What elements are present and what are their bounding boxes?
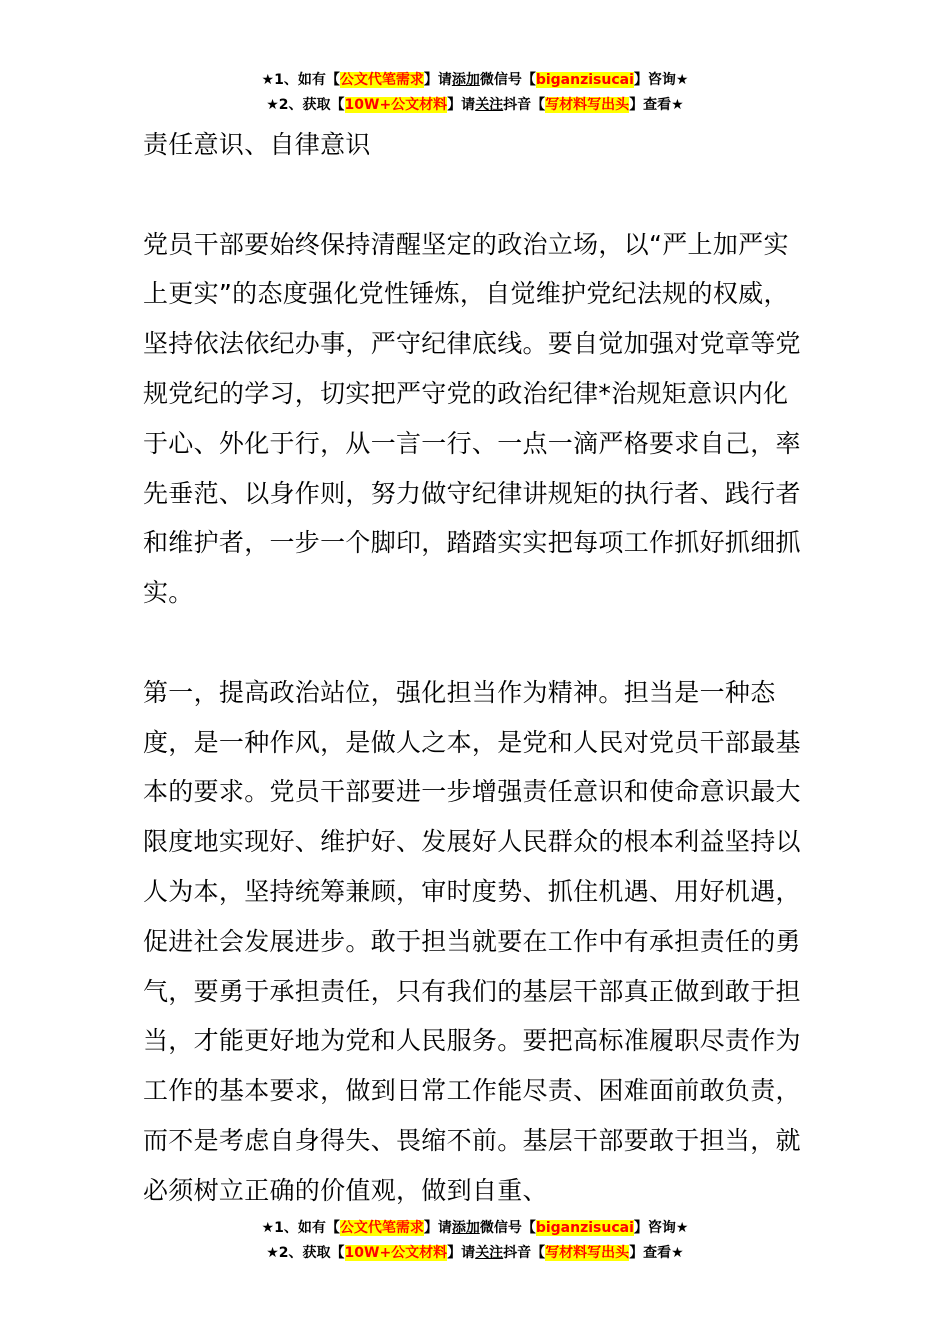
header-banner	[0, 68, 950, 118]
banner-text: ★1、如有【	[261, 1220, 340, 1236]
banner-text: 】查看★	[629, 1245, 684, 1261]
banner-highlight: 10W+公文材料	[344, 97, 448, 113]
banner-highlight: biganzisucai	[535, 1220, 634, 1236]
banner-line-1	[0, 68, 950, 93]
banner-underlined-text: 关注	[475, 1245, 504, 1261]
banner-highlight: 公文代笔需求	[339, 1220, 424, 1236]
banner-text: 】咨询★	[633, 72, 689, 88]
banner-highlight: biganzisucai	[535, 72, 634, 88]
paragraph: 第一，提高政治站位，强化担当作为精神。担当是一种态度，是一种作风，是做人之本，是党和人民对党员干部最基本的要求。党员干部要进一步增强责任意识和使命意识最大限度地实现好、维护好、发展好人民群众的根本利益坚持以人为本，坚持统筹兼顾，审时度势、抓住机遇、用好机遇，促进社会发展进步。敢于担当就要在工作中有承担责任的勇气，要勇于承担责任，只有我们的基层干部真正做到敢于担当，才能更好地为党和人民服务。要把高标准履职尽责作为工作的基本要求，做到日常工作能尽责、困难面前敢负责，而不是考虑自身得失、畏缩不前。基层干部要敢于担当，就必须树立正确的价值观，做到自重、	[143, 677, 801, 1205]
paragraph-heading: 责任意识、自律意识	[143, 130, 371, 159]
banner-text: 抖音【	[503, 1245, 546, 1261]
banner-text: ★2、获取【	[266, 97, 345, 113]
banner-highlight: 公文代笔需求	[339, 72, 424, 88]
banner-text: 微信号【	[479, 1220, 536, 1236]
banner-highlight: 写材料写出头	[545, 97, 630, 113]
banner-underlined-text: 添加	[451, 1220, 480, 1236]
banner-text: ★2、获取【	[266, 1245, 345, 1261]
banner-text: 】请	[447, 1245, 476, 1261]
banner-text: 】查看★	[629, 97, 684, 113]
banner-line-2	[0, 1241, 950, 1266]
footer-banner	[0, 1216, 950, 1266]
banner-text: 】请	[447, 97, 476, 113]
banner-text: ★1、如有【	[261, 72, 340, 88]
banner-highlight: 10W+公文材料	[344, 1245, 448, 1261]
banner-underlined-text: 添加	[451, 72, 480, 88]
banner-underlined-text: 关注	[475, 97, 504, 113]
document-body	[143, 120, 808, 1216]
banner-text: 】请	[423, 72, 452, 88]
paragraph: 党员干部要始终保持清醒坚定的政治立场，以“严上加严实上更实”的态度强化党性锤炼，自觉维护党纪法规的权威，坚持依法依纪办事，严守纪律底线。要自觉加强对党章等党规党纪的学习，切实把严守党的政治纪律*治规矩意识内化于心、外化于行，从一言一行、一点一滴严格要求自己，率先垂范、以身作则，努力做守纪律讲规矩的执行者、践行者和维护者，一步一个脚印，踏踏实实把每项工作抓好抓细抓实。	[143, 229, 801, 608]
banner-line-1	[0, 1216, 950, 1241]
banner-text: 抖音【	[503, 97, 546, 113]
banner-line-2	[0, 93, 950, 118]
banner-highlight: 写材料写出头	[545, 1245, 630, 1261]
banner-text: 微信号【	[479, 72, 536, 88]
banner-text: 】咨询★	[633, 1220, 689, 1236]
banner-text: 】请	[423, 1220, 452, 1236]
